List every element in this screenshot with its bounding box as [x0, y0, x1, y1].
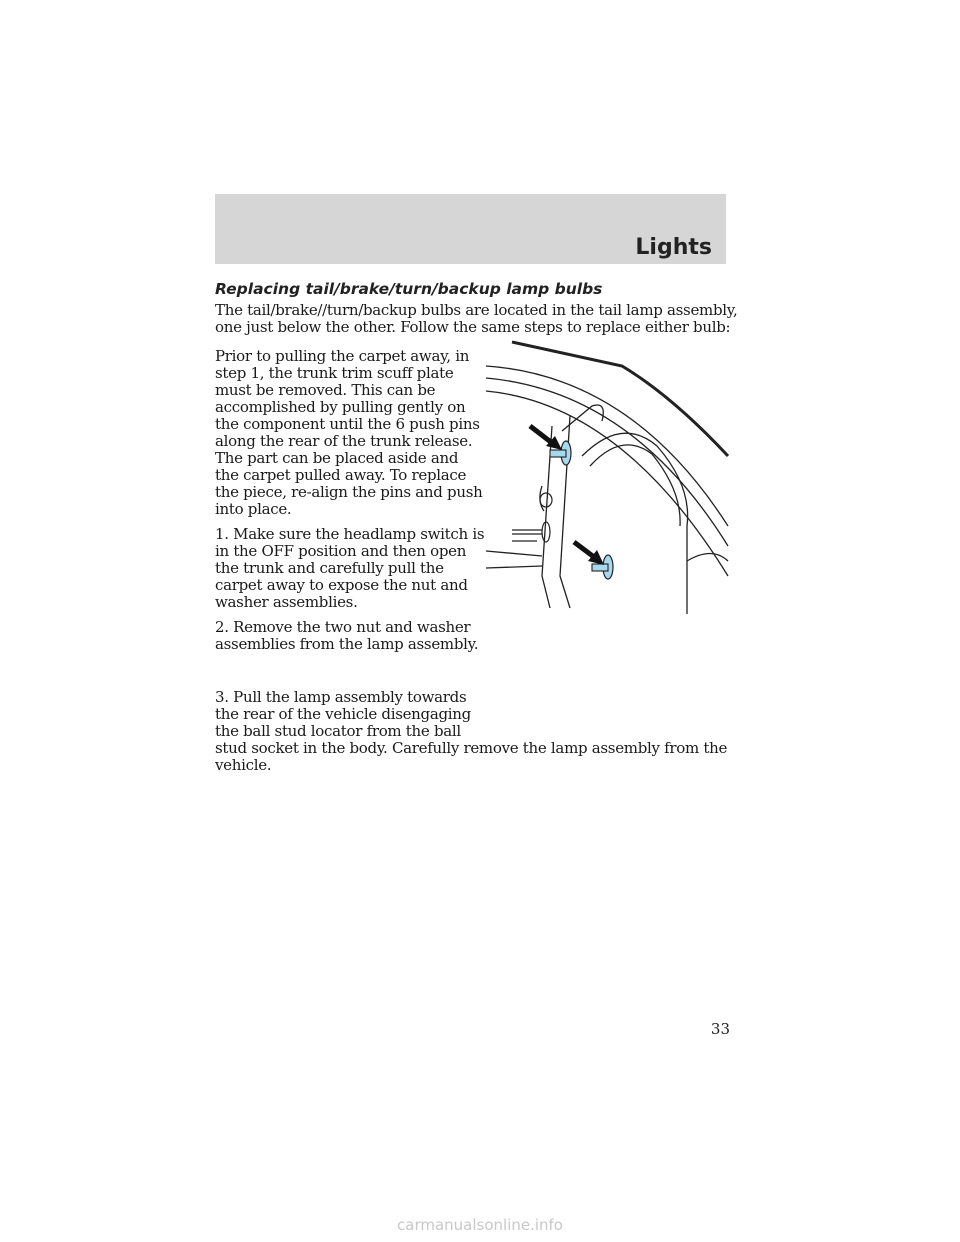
text-line: washer assemblies. — [215, 593, 358, 611]
text-line: assemblies from the lamp assembly. — [215, 635, 479, 653]
text-line: 1. Make sure the headlamp switch is — [215, 525, 485, 543]
text-line: stud socket in the body. Carefully remove the lamp assembly from the — [215, 739, 728, 757]
text-line: the rear of the vehicle disengaging — [215, 705, 471, 723]
arrow-icon — [574, 542, 604, 565]
text-line: the ball stud locator from the ball — [215, 722, 461, 740]
text-line: one just below the other. Follow the same steps to replace either bulb: — [215, 318, 731, 336]
page-number: 33 — [710, 1020, 730, 1038]
section-header — [215, 194, 726, 264]
text-line: 3. Pull the lamp assembly towards — [215, 688, 467, 706]
intro-paragraph — [215, 301, 738, 336]
scuff-plate-paragraph — [215, 348, 490, 518]
text-line: must be removed. This can be — [215, 381, 436, 399]
step-3-paragraph — [215, 689, 735, 774]
tail-lamp-illustration — [482, 336, 730, 616]
watermark: carmanualsonline.info — [397, 1216, 563, 1234]
text-line: step 1, the trunk trim scuff plate — [215, 364, 454, 382]
text-line: accomplished by pulling gently on — [215, 398, 466, 416]
text-line: the trunk and carefully pull the — [215, 559, 444, 577]
text-line: The tail/brake//turn/backup bulbs are located in the tail lamp assembly, — [215, 301, 738, 319]
instruction-column — [215, 348, 490, 661]
step-1-paragraph — [215, 526, 490, 611]
text-line: vehicle. — [215, 756, 272, 774]
step-2-paragraph — [215, 619, 490, 653]
text-line: The part can be placed aside and — [215, 449, 459, 467]
text-line: 2. Remove the two nut and washer — [215, 618, 471, 636]
text-line: into place. — [215, 500, 292, 518]
text-line: along the rear of the trunk release. — [215, 432, 473, 450]
text-line: the component until the 6 push pins — [215, 415, 480, 433]
text-line: Prior to pulling the carpet away, in — [215, 347, 470, 365]
text-line: the piece, re-align the pins and push — [215, 483, 483, 501]
procedure-heading: Replacing tail/brake/turn/backup lamp bulbs — [215, 280, 603, 298]
text-line: the carpet pulled away. To replace — [215, 466, 467, 484]
text-line: carpet away to expose the nut and — [215, 576, 468, 594]
arrow-icon — [530, 426, 562, 450]
section-title: Lights — [635, 235, 712, 260]
text-line: in the OFF position and then open — [215, 542, 467, 560]
